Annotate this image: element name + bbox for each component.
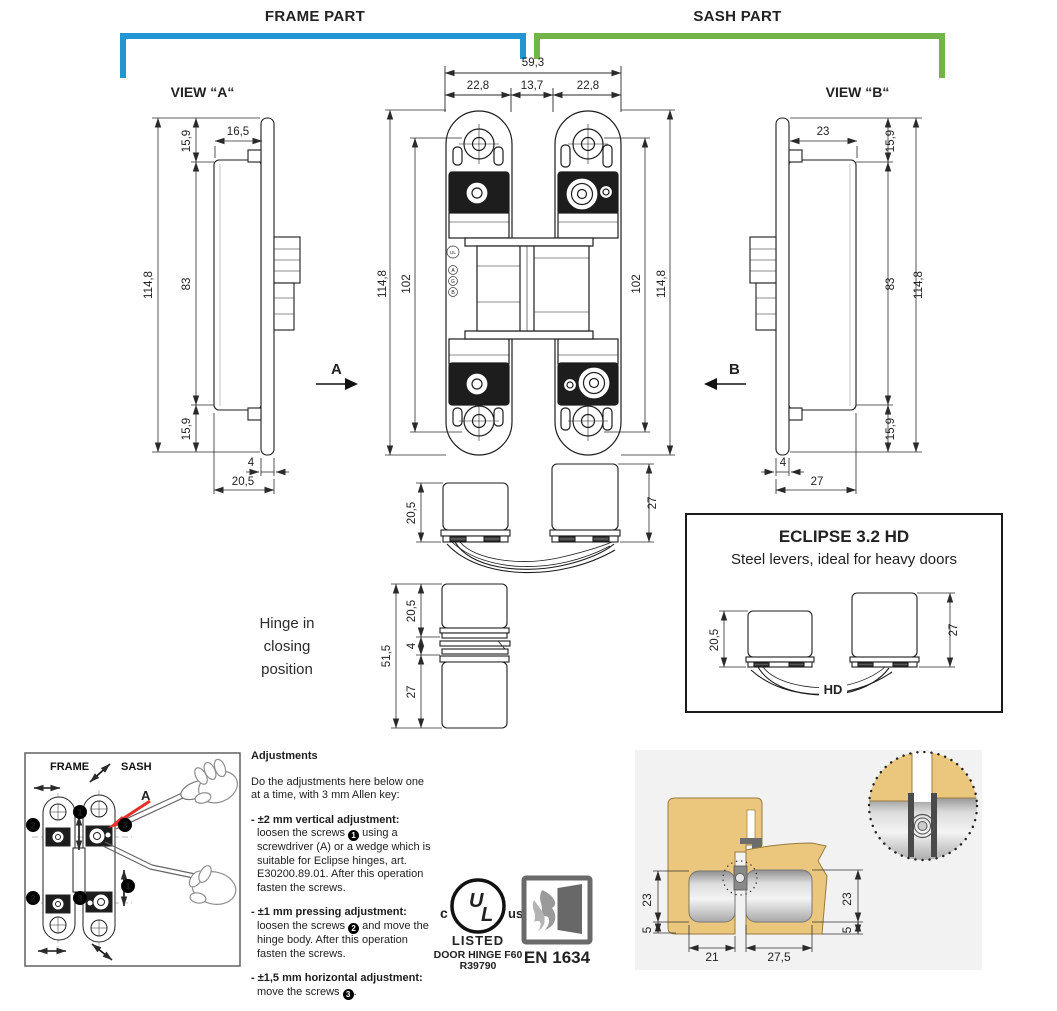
adjustment-item-1-after: and move the hinge body. After this operation fasten the screws. [257, 919, 429, 960]
dim-va-20-5: 20,5 [231, 476, 255, 488]
eclipse-subtitle: Steel levers, ideal for heavy doors [731, 551, 957, 568]
figure-sash-label: SASH [121, 761, 152, 773]
open-position-drawing [441, 464, 620, 573]
adjustment-item-0-after: using a screwdriver (A) or a wedge which is suitable for Eclipse hinges, art. E30200.89.01. After this operation fasten the screws. [257, 827, 431, 894]
arrow-b [704, 361, 746, 390]
mark-a: A [451, 268, 455, 274]
marker-2: 2 [30, 820, 36, 831]
adjustment-figure [25, 753, 242, 966]
dim-c-114-8-right: 114,8 [656, 270, 668, 298]
adjustment-item-2-heading: - ±1,5 mm horizontal adjustment: [251, 972, 423, 984]
screw-marker-2-icon: 2 [348, 923, 359, 934]
mark-b: B [451, 290, 455, 296]
dim-vb-4: 4 [779, 457, 787, 469]
marker-1b: 1 [125, 881, 131, 892]
dim-cl-20-5: 20,5 [406, 599, 418, 623]
dim-ec-27: 27 [948, 623, 960, 637]
dim-22-8-right: 22,8 [576, 80, 600, 92]
ul-listed-logo [434, 880, 524, 972]
adjustment-item-2-after: . [353, 985, 357, 998]
closing-position-note [228, 612, 346, 681]
view-b-drawing [750, 118, 856, 455]
dim-c-114-8-left: 114,8 [377, 270, 389, 298]
dim-cl-27: 27 [406, 685, 418, 699]
dim-13-7: 13,7 [520, 80, 544, 92]
adjustment-item-horizontal [251, 972, 431, 1000]
dim-open-27: 27 [647, 496, 659, 510]
svg-text:A: A [331, 361, 342, 378]
adjustment-item-0-before: loosen the screws [257, 827, 346, 839]
dim-cl-51-5: 51,5 [381, 644, 393, 668]
center-front-view [446, 111, 621, 455]
dim-va-16-5: 16,5 [226, 126, 250, 138]
dim-sec-21: 21 [705, 950, 719, 964]
screw-marker-1-icon: 1 [348, 830, 359, 841]
dim-va-4: 4 [247, 457, 255, 469]
dim-vb-83: 83 [885, 277, 897, 291]
en-1634-logo [524, 878, 591, 967]
dim-vb-23: 23 [816, 126, 830, 138]
svg-text:B: B [729, 361, 740, 378]
ul-r-number: R39790 [459, 960, 497, 972]
dim-va-83: 83 [181, 277, 193, 291]
marker-2b: 2 [30, 893, 36, 904]
adjustment-item-1-heading: - ±1 mm pressing adjustment: [251, 906, 407, 919]
adjustments-intro: Do the adjustments here below one at a time, with 3 mm Allen key: [251, 775, 425, 801]
marker-1: 1 [77, 807, 83, 818]
frame-hinge-body-section [689, 871, 735, 922]
dim-open-20-5: 20,5 [406, 501, 418, 525]
dim-c-102-right: 102 [631, 274, 643, 294]
adjustment-item-vertical [251, 814, 431, 896]
hd-lever-label: HD [823, 682, 843, 697]
ul-us-mark: us [508, 906, 524, 921]
eclipse-title: ECLIPSE 3.2 HD [778, 527, 910, 546]
closing-note-line2: closing [263, 638, 311, 655]
adjustments-title: Adjustments [251, 750, 318, 762]
marker-3b: 3 [77, 893, 83, 904]
ul-letter-l: L [481, 904, 494, 926]
frame-part-bracket [120, 33, 526, 78]
adjustment-item-0-heading: - ±2 mm vertical adjustment: [251, 813, 400, 826]
dim-cl-4: 4 [406, 642, 418, 650]
adjustment-item-1-before: loosen the screws [257, 919, 346, 932]
dim-sec-5-right: 5 [840, 926, 854, 934]
view-b-label: VIEW “B“ [825, 84, 890, 100]
view-a-drawing [214, 118, 300, 455]
dim-c-102-left: 102 [401, 274, 413, 294]
adjustments-text-block [251, 750, 431, 1011]
adjustment-item-pressing [251, 906, 431, 961]
dim-vb-15-9-bottom: 15,9 [885, 417, 897, 441]
closing-position-drawing [440, 584, 510, 728]
sash-part-label: SASH PART [693, 8, 782, 25]
arrow-a [316, 361, 358, 390]
mark-g: G [451, 279, 455, 285]
sash-part-bracket [534, 33, 945, 78]
tool-a-label: A [141, 788, 151, 803]
dim-22-8-left: 22,8 [466, 80, 490, 92]
adjustment-item-2-before: move the screws [257, 985, 340, 998]
ul-c-mark: c [440, 905, 448, 921]
fire-door-icon [558, 884, 582, 934]
view-a-label: VIEW “A“ [170, 84, 235, 100]
dim-va-15-9-top: 15,9 [181, 129, 193, 153]
dim-ec-20-5: 20,5 [709, 628, 721, 652]
ul-door-hinge-text: DOOR HINGE F60 [433, 949, 523, 961]
dim-sec-5-left: 5 [640, 926, 654, 934]
dim-59-3: 59,3 [521, 57, 545, 69]
ul-letter-u: U [469, 890, 484, 912]
sash-hinge-body-section [746, 870, 812, 922]
figure-frame-label: FRAME [50, 761, 90, 773]
eclipse-callout-box [685, 513, 1003, 713]
mark-ul: UL [450, 250, 456, 255]
en-1634-text: EN 1634 [523, 948, 591, 967]
closing-note-line3: position [261, 661, 313, 678]
dim-va-15-9-bottom: 15,9 [181, 417, 193, 441]
dim-sec-27-5: 27,5 [767, 950, 791, 964]
marker-3: 3 [122, 820, 128, 831]
dim-vb-15-9-top: 15,9 [885, 129, 897, 153]
dim-va-114-8: 114,8 [143, 271, 155, 299]
dim-vb-27: 27 [810, 476, 824, 488]
cross-section-figure [635, 750, 982, 970]
ul-listed-text: LISTED [451, 933, 505, 948]
dim-sec-23-right: 23 [840, 892, 854, 906]
screw-marker-3-icon: 3 [343, 989, 354, 1000]
dim-vb-114-8: 114,8 [913, 271, 925, 299]
closing-note-line1: Hinge in [259, 615, 315, 632]
dim-sec-23-left: 23 [640, 893, 654, 907]
frame-part-label: FRAME PART [264, 8, 366, 25]
